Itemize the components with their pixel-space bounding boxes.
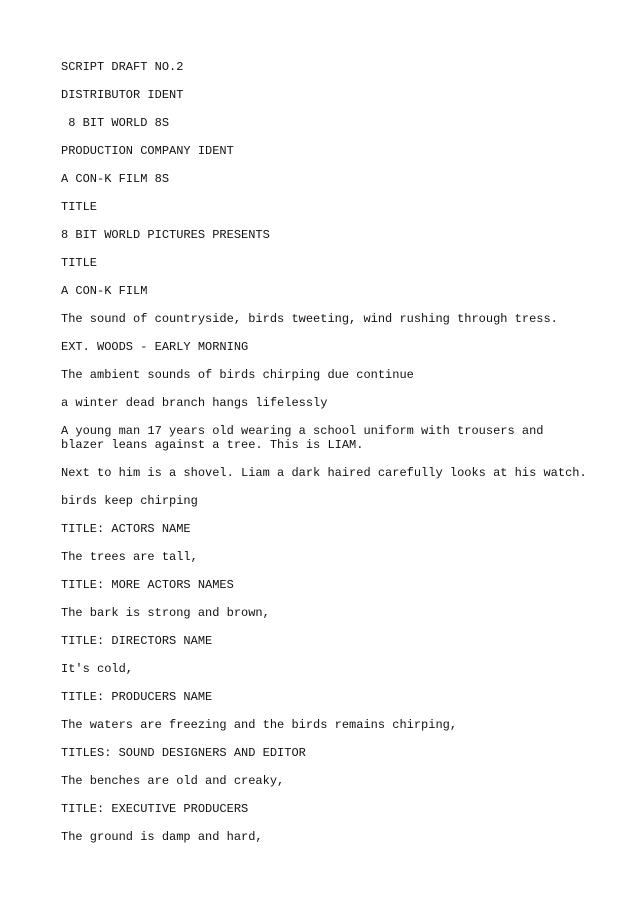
script-line-title-card: TITLE: ACTORS NAME [61, 522, 191, 536]
script-line-title-card: TITLE: PRODUCERS NAME [61, 690, 213, 704]
script-line-header: SCRIPT DRAFT NO.2 [61, 60, 184, 74]
script-line-production-name: A CON-K FILM 8S [61, 172, 170, 186]
script-line-action: The waters are freezing and the birds remains chirping, [61, 718, 458, 732]
script-line-action: birds keep chirping [61, 494, 198, 508]
script-line-production-ident: PRODUCTION COMPANY IDENT [61, 144, 234, 158]
script-line-title: TITLE [61, 200, 98, 214]
script-line-distributor-ident: DISTRIBUTOR IDENT [61, 88, 184, 102]
script-line-scene-heading: EXT. WOODS - EARLY MORNING [61, 340, 249, 354]
script-line-title-card: TITLE: MORE ACTORS NAMES [61, 578, 234, 592]
script-line-action: A young man 17 years old wearing a school uniform with trousers and blazer leans against a tree. This is LIAM. [61, 424, 544, 452]
script-line-distributor-name: 8 BIT WORLD 8S [61, 116, 170, 130]
script-line-film-credit: A CON-K FILM [61, 284, 148, 298]
script-body [61, 60, 601, 858]
script-line-title-card: TITLE: EXECUTIVE PRODUCERS [61, 802, 249, 816]
script-line-title-card: TITLE: DIRECTORS NAME [61, 634, 213, 648]
script-line-title: TITLE [61, 256, 98, 270]
script-line-action: The ambient sounds of birds chirping due continue [61, 368, 414, 382]
script-line-action: The sound of countryside, birds tweeting, wind rushing through tress. [61, 312, 558, 326]
script-line-action: The bark is strong and brown, [61, 606, 270, 620]
script-line-action: Next to him is a shovel. Liam a dark haired carefully looks at his watch. [61, 466, 587, 480]
script-line-title-card: TITLES: SOUND DESIGNERS AND EDITOR [61, 746, 306, 760]
script-line-action: The trees are tall, [61, 550, 198, 564]
script-line-action: It's cold, [61, 662, 134, 676]
script-line-action: a winter dead branch hangs lifelessly [61, 396, 328, 410]
script-line-presents: 8 BIT WORLD PICTURES PRESENTS [61, 228, 270, 242]
script-line-action: The ground is damp and hard, [61, 830, 263, 844]
script-line-action: The benches are old and creaky, [61, 774, 285, 788]
